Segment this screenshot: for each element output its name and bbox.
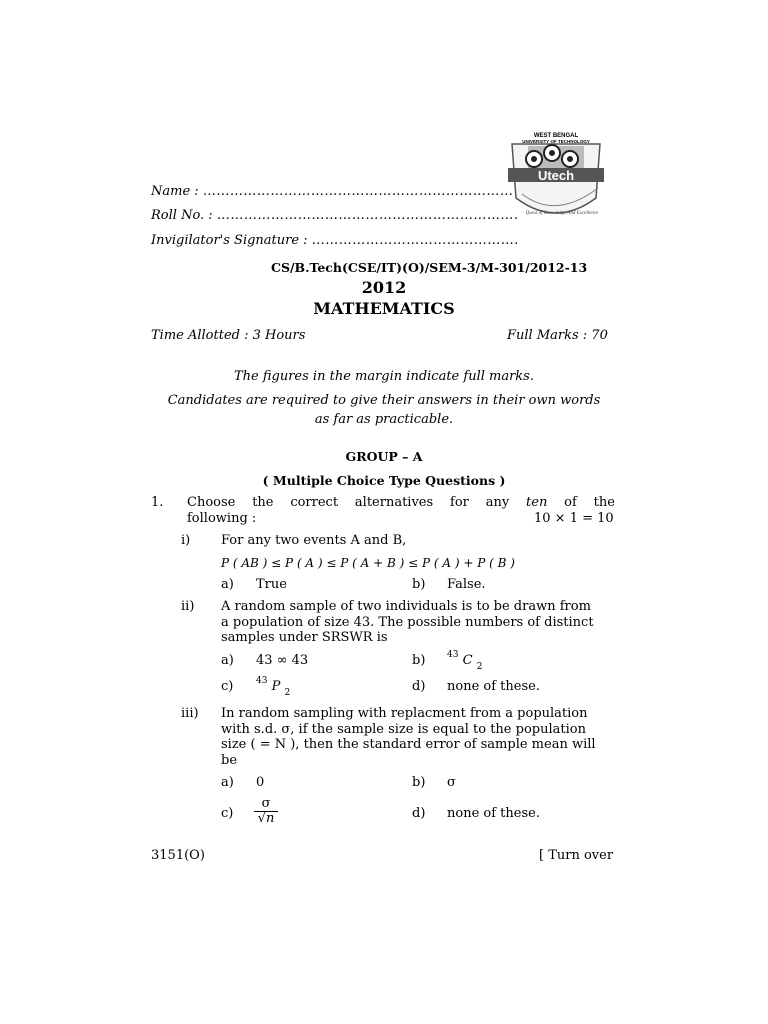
- option-c-math: [256, 676, 291, 698]
- option-a-text: 0: [256, 775, 265, 790]
- subject-title: MATHEMATICS: [313, 299, 455, 318]
- full-marks: Full Marks : 70: [507, 328, 608, 343]
- word: correct: [290, 495, 339, 510]
- item-formula: P ( AB ) ≤ P ( A ) ≤ P ( A + B ) ≤ P ( A ) + P ( B ): [221, 556, 515, 570]
- instruction-line-3: as far as practicable.: [314, 412, 454, 427]
- roll-label: Roll No. :: [151, 208, 213, 223]
- option-a-label: a): [221, 775, 234, 790]
- question-line-1: [187, 495, 615, 510]
- option-c-label: c): [221, 806, 234, 821]
- paper-code: CS/B.Tech(CSE/IT)(O)/SEM-3/M-301/2012-13: [271, 260, 588, 275]
- item-text: In random sampling with replacment from a population: [221, 706, 588, 721]
- word: the: [593, 495, 615, 510]
- word: of: [564, 495, 577, 510]
- name-field: [151, 184, 513, 199]
- word: ten: [526, 495, 548, 510]
- item-number: i): [181, 533, 191, 548]
- exam-year: 2012: [361, 278, 407, 297]
- fraction-denominator: √n: [254, 811, 278, 826]
- question-marks: 10 × 1 = 10: [534, 511, 614, 526]
- word: Choose: [187, 495, 236, 510]
- option-b-label: b): [412, 653, 426, 668]
- symbol: P: [271, 679, 281, 694]
- option-c-label: c): [221, 679, 234, 694]
- name-label: Name :: [151, 184, 199, 199]
- paper-number: 3151(O): [151, 848, 205, 863]
- item-text: A random sample of two individuals is to be drawn from: [221, 599, 591, 614]
- item-number: ii): [181, 599, 195, 614]
- item-text: size ( = N ), then the standard error of sample mean will: [221, 737, 596, 752]
- option-b-label: b): [412, 577, 426, 592]
- option-b-text: σ: [447, 775, 456, 790]
- instruction-line-2: Candidates are required to give their answers in their own words: [167, 393, 601, 408]
- option-a-label: a): [221, 577, 234, 592]
- item-text: a population of size 43. The possible numbers of distinct: [221, 615, 594, 630]
- word: the: [252, 495, 274, 510]
- item-text: be: [221, 753, 238, 768]
- logo-text-sub: UNIVERSITY OF TECHNOLOGY: [522, 139, 590, 144]
- roll-dots: ………………………………………………………….: [216, 208, 519, 223]
- signature-label: Invigilator's Signature :: [151, 233, 308, 248]
- group-subtitle: ( Multiple Choice Type Questions ): [262, 473, 506, 488]
- logo-motto: Quest of Knowledge And Excellence: [525, 211, 599, 216]
- question-line-2: following :: [187, 511, 257, 526]
- logo-word: Utech: [537, 168, 575, 183]
- instruction-line-1: The figures in the margin indicate full marks.: [233, 369, 534, 384]
- item-text: samples under SRSWR is: [221, 630, 388, 645]
- word: any: [485, 495, 510, 510]
- option-b-math: [447, 650, 483, 672]
- word: alternatives: [354, 495, 434, 510]
- signature-field: [151, 233, 519, 248]
- option-a-text: 43 ∞ 43: [256, 653, 309, 668]
- option-d-label: d): [412, 679, 426, 694]
- name-dots: ……………………………………………………………: [202, 184, 514, 199]
- superscript: 43: [447, 650, 459, 660]
- roll-field: [151, 208, 518, 223]
- group-title: GROUP – A: [345, 449, 423, 464]
- signature-dots: ……………………………………….: [311, 233, 519, 248]
- option-b-text: False.: [447, 577, 486, 592]
- option-b-label: b): [412, 775, 426, 790]
- turn-over: [ Turn over: [539, 848, 614, 863]
- item-text: with s.d. σ, if the sample size is equal to the population: [221, 722, 586, 737]
- superscript: 43: [256, 676, 268, 686]
- question-number: 1.: [151, 495, 164, 510]
- option-d-text: none of these.: [447, 679, 540, 694]
- item-number: iii): [181, 706, 199, 721]
- option-d-label: d): [412, 806, 426, 821]
- item-text: For any two events A and B,: [221, 533, 407, 548]
- symbol: C: [462, 653, 473, 668]
- option-a-text: True: [256, 577, 287, 592]
- fraction-numerator: σ: [261, 796, 271, 811]
- subscript: 2: [476, 662, 483, 672]
- subscript: 2: [284, 688, 291, 698]
- logo-text-top: WEST BENGAL: [533, 133, 579, 139]
- option-d-text: none of these.: [447, 806, 540, 821]
- word: for: [450, 495, 469, 510]
- option-a-label: a): [221, 653, 234, 668]
- option-c-fraction: [254, 797, 278, 826]
- time-allotted: Time Allotted : 3 Hours: [151, 328, 306, 343]
